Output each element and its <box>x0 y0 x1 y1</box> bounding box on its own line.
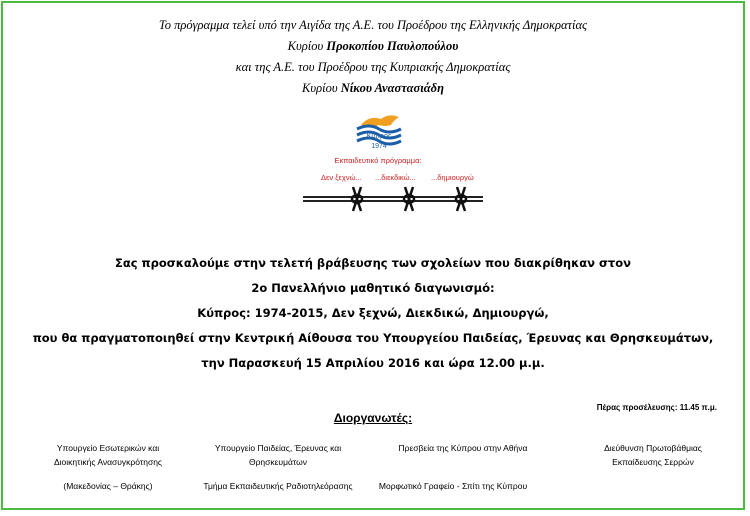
invitation-page <box>1 1 745 510</box>
organizer-interior-ministry: Υπουργείο Εσωτερικών και Διοικητικής Ανασυγκρότησης <box>53 443 163 467</box>
arrival-deadline: Πέρας προσέλευσης: 11.45 π.μ. <box>596 403 717 412</box>
barbed-wire-icon <box>303 181 483 225</box>
invitation-block <box>3 251 743 376</box>
president-cyprus-name: Νίκου Αναστασιάδη <box>340 81 444 95</box>
president-greece-name: Προκοπίου Παυλοπούλου <box>326 39 459 53</box>
wire-label-3: ...δημιουργώ <box>431 173 474 182</box>
invitation-line-4: που θα πραγματοποιηθεί στην Κεντρική Αίθουσα του Υπουργείου Παιδείας, Έρευνας και Θρησκευμάτων, <box>32 331 714 345</box>
invitation-line-2: 2ο Πανελλήνιο μαθητικό διαγωνισμό: <box>251 281 495 295</box>
patronage-line-2: Κυρίου Προκοπίου Παυλοπούλου <box>287 39 459 53</box>
organizer-education-ministry: Υπουργείο Παιδείας, Έρευνας και Θρησκευμάτων <box>214 443 342 467</box>
organizer-cyprus-house: Μορφωτικό Γραφείο - Σπίτι της Κύπρου <box>378 481 528 491</box>
logo-name: Κύπρος <box>366 133 392 140</box>
program-title: Εκπαιδευτικό πρόγραμμα: <box>334 156 422 165</box>
organizer-macedonia-thrace: (Μακεδονίας – Θράκης) <box>63 481 153 491</box>
patronage-line-4: Κυρίου Νίκου Αναστασιάδη <box>302 81 444 95</box>
wire-label-1: Δεν ξεχνώ... <box>321 173 362 182</box>
organizer-cyprus-embassy: Πρεσβεία της Κύπρου στην Αθήνα <box>398 443 528 453</box>
patronage-block <box>3 15 743 99</box>
organizer-educational-tv: Τμήμα Εκπαιδευτικής Ραδιοτηλεόρασης <box>203 481 353 491</box>
invitation-line-5: την Παρασκευή 15 Απριλίου 2016 και ώρα 12.00 μ.μ. <box>201 356 545 370</box>
patronage-line-1: Το πρόγραμμα τελεί υπό την Αιγίδα της Α.Ε. του Προέδρου της Ελληνικής Δημοκρατίας <box>158 18 588 32</box>
invitation-line-3: Κύπρος: 1974-2015, Δεν ξεχνώ, Διεκδικώ, Δημιουργώ, <box>197 306 549 320</box>
logo-year: 1974 <box>371 143 387 150</box>
invitation-line-1: Σας προσκαλούμε στην τελετή βράβευσης των σχολείων που διακρίθηκαν στον <box>114 256 632 270</box>
organizers-title: Διοργανωτές: <box>333 411 413 425</box>
wire-label-2: ...διεκδικώ... <box>375 173 416 182</box>
organizer-primary-education-serres: Διεύθυνση Πρωτοβάθμιας Εκπαίδευσης Σερρών <box>604 443 702 467</box>
patronage-line-3: και της Α.Ε. του Προέδρου της Κυπριακής Δημοκρατίας <box>235 60 511 74</box>
